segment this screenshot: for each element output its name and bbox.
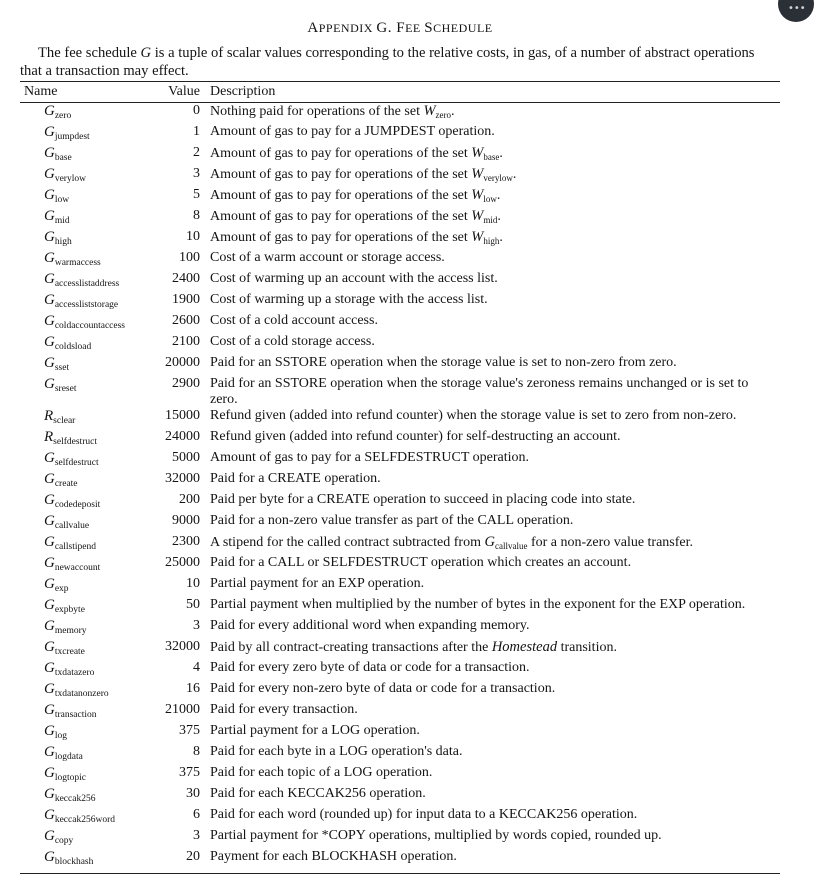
table-row	[20, 492, 780, 513]
table-row	[20, 313, 780, 334]
fee-name	[20, 576, 152, 597]
description-text: Paid for a CALL or SELFDESTRUCT operation which creates an account.	[210, 555, 632, 570]
fee-description	[206, 492, 780, 513]
fee-value: 30	[186, 786, 200, 801]
fee-value: 3	[193, 166, 200, 181]
fee-subscript: sreset	[54, 384, 77, 394]
description-text: Partial payment for *COPY operations, multiplied by words copied, rounded up.	[210, 828, 662, 843]
description-text: Paid for every transaction.	[210, 702, 358, 717]
fee-description	[206, 597, 780, 618]
fee-subscript: high	[54, 237, 72, 247]
description-text: Paid for each word (rounded up) for input data to a KECCAK256 operation.	[210, 807, 638, 822]
fee-name	[20, 492, 152, 513]
description-tail: .	[497, 209, 501, 224]
description-text: Cost of a warm account or storage access.	[210, 250, 445, 265]
fee-subscript: log	[54, 731, 67, 741]
fee-name	[20, 723, 152, 744]
description-text: Amount of gas to pay for operations of the set	[210, 167, 472, 182]
fee-value: 8	[193, 744, 200, 759]
description-text: Refund given (added into refund counter) when the storage value is set to zero from non-zero.	[210, 408, 737, 423]
table-row	[20, 765, 780, 786]
table-row	[20, 618, 780, 639]
fee-value: 1900	[172, 292, 200, 307]
table-row	[20, 408, 780, 429]
fee-description	[206, 618, 780, 639]
fee-description	[206, 229, 780, 250]
fee-description	[206, 208, 780, 229]
fee-name	[20, 229, 152, 250]
fee-value: 0	[193, 103, 200, 118]
fee-symbol: G	[44, 555, 55, 571]
description-tail: .	[499, 230, 503, 245]
fee-description	[206, 292, 780, 313]
fee-subscript: warmaccess	[54, 258, 101, 268]
description-text: Refund given (added into refund counter) for self-destructing an account.	[210, 429, 621, 444]
description-text: Amount of gas to pay for operations of the set	[210, 146, 472, 161]
description-symbol: W	[471, 166, 484, 182]
description-text: Nothing paid for operations of the set	[210, 104, 424, 119]
fee-value: 3	[193, 828, 200, 843]
fee-name	[20, 849, 152, 874]
fee-symbol: G	[44, 765, 55, 781]
description-symbol: W	[471, 187, 484, 203]
table-row	[20, 334, 780, 355]
fee-value: 21000	[165, 702, 200, 717]
fee-symbol: G	[44, 208, 55, 224]
description-subscript: callvalue	[494, 541, 528, 551]
header-value: Value	[152, 82, 206, 103]
fee-subscript: coldsload	[54, 342, 92, 352]
description-text: Paid for a non-zero value transfer as part of the CALL operation.	[210, 513, 574, 528]
fee-value: 9000	[172, 513, 200, 528]
fee-value: 15000	[165, 408, 200, 423]
table-row	[20, 355, 780, 376]
fee-value: 200	[179, 492, 200, 507]
description-tail: .	[499, 146, 503, 161]
table-row	[20, 124, 780, 145]
fee-value: 2400	[172, 271, 200, 286]
fee-name	[20, 376, 152, 408]
fee-value: 10	[186, 576, 200, 591]
fee-symbol: G	[44, 618, 55, 634]
fee-name	[20, 166, 152, 187]
fee-description	[206, 828, 780, 849]
fee-symbol: G	[44, 681, 55, 697]
fee-subscript: expbyte	[54, 605, 85, 615]
fee-name	[20, 807, 152, 828]
description-text: Paid per byte for a CREATE operation to succeed in placing code into state.	[210, 492, 636, 507]
fee-description	[206, 355, 780, 376]
fee-value: 1	[193, 124, 200, 139]
fee-subscript: logdata	[54, 752, 83, 762]
description-text: Cost of warming up an account with the access list.	[210, 271, 498, 286]
table-row	[20, 786, 780, 807]
fee-subscript: txdatanonzero	[54, 689, 109, 699]
description-symbol: Homestead	[491, 639, 558, 655]
fee-subscript: keccak256	[54, 794, 96, 804]
fee-subscript: low	[54, 195, 70, 205]
fee-subscript: selfdestruct	[54, 458, 99, 468]
table-row	[20, 534, 780, 555]
fee-name	[20, 124, 152, 145]
fee-subscript: codedeposit	[54, 500, 101, 510]
fee-subscript: jumpdest	[54, 132, 90, 142]
fee-name	[20, 702, 152, 723]
fee-name	[20, 555, 152, 576]
description-symbol: G	[484, 534, 495, 550]
table-row	[20, 744, 780, 765]
fee-symbol: G	[44, 702, 55, 718]
table-row	[20, 187, 780, 208]
fee-subscript: mid	[54, 216, 70, 226]
fee-description	[206, 807, 780, 828]
fee-symbol: G	[44, 313, 55, 329]
fee-name	[20, 103, 152, 125]
description-text: Amount of gas to pay for operations of the set	[210, 209, 472, 224]
table-row	[20, 576, 780, 597]
fee-description	[206, 765, 780, 786]
fee-symbol: G	[44, 807, 55, 823]
fee-symbol: G	[44, 334, 55, 350]
table-row	[20, 292, 780, 313]
description-text: Paid for each byte in a LOG operation's data.	[210, 744, 463, 759]
table-row	[20, 807, 780, 828]
fee-symbol: G	[44, 124, 55, 140]
fee-symbol: G	[44, 576, 55, 592]
description-text: Amount of gas to pay for a JUMPDEST operation.	[210, 124, 495, 139]
fee-value: 16	[186, 681, 200, 696]
fee-symbol: G	[44, 292, 55, 308]
fee-description	[206, 744, 780, 765]
header-name: Name	[20, 82, 152, 103]
fee-name	[20, 145, 152, 166]
fee-subscript: accesslistaddress	[54, 279, 120, 289]
fee-value: 5	[193, 187, 200, 202]
table-row	[20, 660, 780, 681]
description-subscript: zero	[435, 110, 452, 120]
fee-value: 25000	[165, 555, 200, 570]
fee-name	[20, 187, 152, 208]
fee-subscript: selfdestruct	[53, 437, 97, 447]
fee-description	[206, 702, 780, 723]
fee-schedule-table	[20, 81, 780, 874]
table-row	[20, 702, 780, 723]
fee-value: 10	[186, 229, 200, 244]
fee-symbol: G	[44, 534, 55, 550]
fee-symbol: G	[44, 376, 55, 392]
table-header-row	[20, 82, 780, 103]
fee-value: 5000	[172, 450, 200, 465]
fee-subscript: zero	[54, 111, 72, 121]
fee-value: 8	[193, 208, 200, 223]
description-text: Partial payment when multiplied by the number of bytes in the exponent for the EXP operation.	[210, 597, 746, 612]
fee-symbol: G	[44, 450, 55, 466]
fee-subscript: sset	[54, 363, 70, 373]
description-text: Paid by all contract-creating transactions after the	[210, 640, 492, 655]
fee-symbol: G	[44, 744, 55, 760]
fee-description	[206, 849, 780, 874]
fee-value: 2900	[172, 376, 200, 391]
fee-symbol: G	[44, 355, 55, 371]
fee-description	[206, 681, 780, 702]
description-text: Amount of gas to pay for operations of the set	[210, 188, 472, 203]
description-subscript: high	[483, 236, 500, 246]
table-row	[20, 376, 780, 408]
fee-name	[20, 471, 152, 492]
table-row	[20, 849, 780, 874]
fee-value: 6	[193, 807, 200, 822]
fee-symbol: G	[44, 103, 55, 119]
fee-symbol: G	[44, 723, 55, 739]
fee-symbol: G	[44, 250, 55, 266]
description-symbol: W	[471, 145, 484, 161]
fee-symbol: G	[44, 271, 55, 287]
fee-description	[206, 576, 780, 597]
fee-value: 2100	[172, 334, 200, 349]
description-symbol: W	[471, 229, 484, 245]
fee-value: 50	[186, 597, 200, 612]
fee-symbol: G	[44, 639, 55, 655]
fee-description	[206, 786, 780, 807]
fee-symbol: G	[44, 597, 55, 613]
description-subscript: verylow	[483, 173, 513, 183]
fee-name	[20, 250, 152, 271]
fee-subscript: transaction	[54, 710, 97, 720]
description-text: Amount of gas to pay for operations of the set	[210, 230, 472, 245]
fee-description	[206, 723, 780, 744]
fee-name	[20, 334, 152, 355]
fee-value: 375	[179, 765, 200, 780]
fee-description	[206, 124, 780, 145]
fee-subscript: exp	[54, 584, 69, 594]
fee-description	[206, 145, 780, 166]
description-subscript: base	[483, 152, 500, 162]
fee-description	[206, 450, 780, 471]
fee-subscript: sclear	[53, 416, 76, 426]
table-row	[20, 250, 780, 271]
fee-description	[206, 313, 780, 334]
description-text: Paid for a CREATE operation.	[210, 471, 381, 486]
fee-symbol: G	[44, 849, 55, 865]
fee-description	[206, 429, 780, 450]
fee-name	[20, 660, 152, 681]
description-symbol: W	[423, 103, 436, 119]
fee-symbol: G	[44, 471, 55, 487]
fee-name	[20, 408, 152, 429]
fee-value: 24000	[165, 429, 200, 444]
fee-subscript: logtopic	[54, 773, 86, 783]
fee-subscript: accessliststorage	[54, 300, 119, 310]
fee-name	[20, 355, 152, 376]
description-text: Payment for each BLOCKHASH operation.	[210, 849, 457, 864]
table-row	[20, 429, 780, 450]
fee-symbol: R	[44, 429, 54, 445]
fee-subscript: copy	[54, 836, 74, 846]
table-row	[20, 681, 780, 702]
fee-subscript: callstipend	[54, 542, 96, 552]
table-row	[20, 471, 780, 492]
fee-name	[20, 271, 152, 292]
description-text: Paid for an SSTORE operation when the storage value's zeroness remains unchanged or is set to zero.	[210, 376, 749, 407]
description-tail: for a non-zero value transfer.	[527, 535, 694, 550]
fee-value: 32000	[165, 639, 200, 654]
fee-name	[20, 513, 152, 534]
table-row	[20, 555, 780, 576]
fee-symbol: G	[44, 828, 55, 844]
fee-value: 20000	[165, 355, 200, 370]
overlay-toolbar-icon[interactable]	[778, 0, 814, 22]
table-row	[20, 513, 780, 534]
fee-symbol: G	[44, 660, 55, 676]
fee-description	[206, 534, 780, 555]
table-row	[20, 597, 780, 618]
fee-symbol: G	[44, 145, 55, 161]
fee-subscript: create	[54, 479, 78, 489]
fee-symbol: G	[44, 166, 55, 182]
fee-subscript: txcreate	[54, 647, 85, 657]
fee-description	[206, 408, 780, 429]
fee-subscript: callvalue	[54, 521, 90, 531]
fee-value: 2600	[172, 313, 200, 328]
fee-name	[20, 618, 152, 639]
appendix-title: APPENDIX G. FEE SCHEDULE	[307, 20, 493, 36]
table-row	[20, 145, 780, 166]
description-text: Partial payment for an EXP operation.	[210, 576, 425, 591]
description-text: Cost of a cold account access.	[210, 313, 378, 328]
description-text: Paid for an SSTORE operation when the storage value is set to non-zero from zero.	[210, 355, 677, 370]
table-row	[20, 208, 780, 229]
description-text: Paid for each KECCAK256 operation.	[210, 786, 426, 801]
table-row	[20, 229, 780, 250]
fee-subscript: newaccount	[54, 563, 101, 573]
fee-value: 3	[193, 618, 200, 633]
fee-value: 4	[193, 660, 200, 675]
fee-description	[206, 271, 780, 292]
fee-name	[20, 639, 152, 660]
fee-subscript: txdatazero	[54, 668, 95, 678]
toolbar-dots: •••	[788, 3, 806, 14]
description-text: Paid for every zero byte of data or code for a transaction.	[210, 660, 530, 675]
fee-description	[206, 334, 780, 355]
description-tail: .	[512, 167, 517, 182]
fee-symbol: R	[44, 408, 54, 424]
description-text: A stipend for the called contract subtracted from	[210, 535, 485, 550]
fee-value: 20	[152, 849, 206, 874]
table-row	[20, 450, 780, 471]
description-subscript: mid	[483, 215, 498, 225]
fee-subscript: keccak256word	[54, 815, 115, 825]
description-tail: .	[451, 104, 455, 119]
fee-description	[206, 103, 780, 125]
fee-name	[20, 208, 152, 229]
description-tail: transition.	[557, 640, 617, 655]
description-text: Cost of warming up a storage with the access list.	[210, 292, 488, 307]
intro-paragraph: The fee schedule G is a tuple of scalar values corresponding to the relative costs, in gas, of a number of abstract operations that a transaction may effect.	[20, 45, 755, 79]
table-row	[20, 828, 780, 849]
fee-description	[206, 639, 780, 660]
fee-symbol: G	[44, 229, 55, 245]
description-subscript: low	[483, 194, 497, 204]
table-row	[20, 639, 780, 660]
description-text: Paid for every non-zero byte of data or code for a transaction.	[210, 681, 556, 696]
description-text: Partial payment for a LOG operation.	[210, 723, 420, 738]
fee-name	[20, 828, 152, 849]
fee-value: 2300	[172, 534, 200, 549]
description-text: Paid for each topic of a LOG operation.	[210, 765, 433, 780]
fee-value: 375	[179, 723, 200, 738]
fee-name	[20, 313, 152, 334]
fee-subscript: memory	[54, 626, 87, 636]
fee-name	[20, 681, 152, 702]
description-text: Cost of a cold storage access.	[210, 334, 375, 349]
description-text: Amount of gas to pay for a SELFDESTRUCT operation.	[210, 450, 529, 465]
fee-symbol: G	[44, 187, 55, 203]
description-text: Paid for every additional word when expanding memory.	[210, 618, 530, 633]
fee-description	[206, 555, 780, 576]
fee-description	[206, 660, 780, 681]
description-tail: .	[496, 188, 501, 203]
fee-name	[20, 597, 152, 618]
fee-subscript: base	[54, 153, 72, 163]
fee-subscript: verylow	[54, 174, 86, 184]
fee-name	[20, 534, 152, 555]
fee-value: 2	[193, 145, 200, 160]
fee-description	[206, 376, 780, 408]
fee-name	[20, 744, 152, 765]
table-row	[20, 103, 780, 125]
table-row	[20, 271, 780, 292]
header-description: Description	[206, 82, 780, 103]
fee-description	[206, 250, 780, 271]
fee-symbol: G	[44, 492, 55, 508]
fee-subscript: coldaccountaccess	[54, 321, 125, 331]
fee-subscript: blockhash	[54, 857, 94, 867]
fee-symbol: G	[44, 513, 55, 529]
fee-name	[20, 765, 152, 786]
fee-name	[20, 429, 152, 450]
fee-name	[20, 450, 152, 471]
table-row	[20, 166, 780, 187]
fee-description	[206, 166, 780, 187]
fee-value: 32000	[165, 471, 200, 486]
fee-description	[206, 471, 780, 492]
table-body	[20, 103, 780, 874]
fee-value: 100	[179, 250, 200, 265]
fee-name	[20, 786, 152, 807]
description-symbol: W	[471, 208, 484, 224]
fee-description	[206, 187, 780, 208]
fee-symbol: G	[44, 786, 55, 802]
fee-description	[206, 513, 780, 534]
fee-name	[20, 292, 152, 313]
table-row	[20, 723, 780, 744]
